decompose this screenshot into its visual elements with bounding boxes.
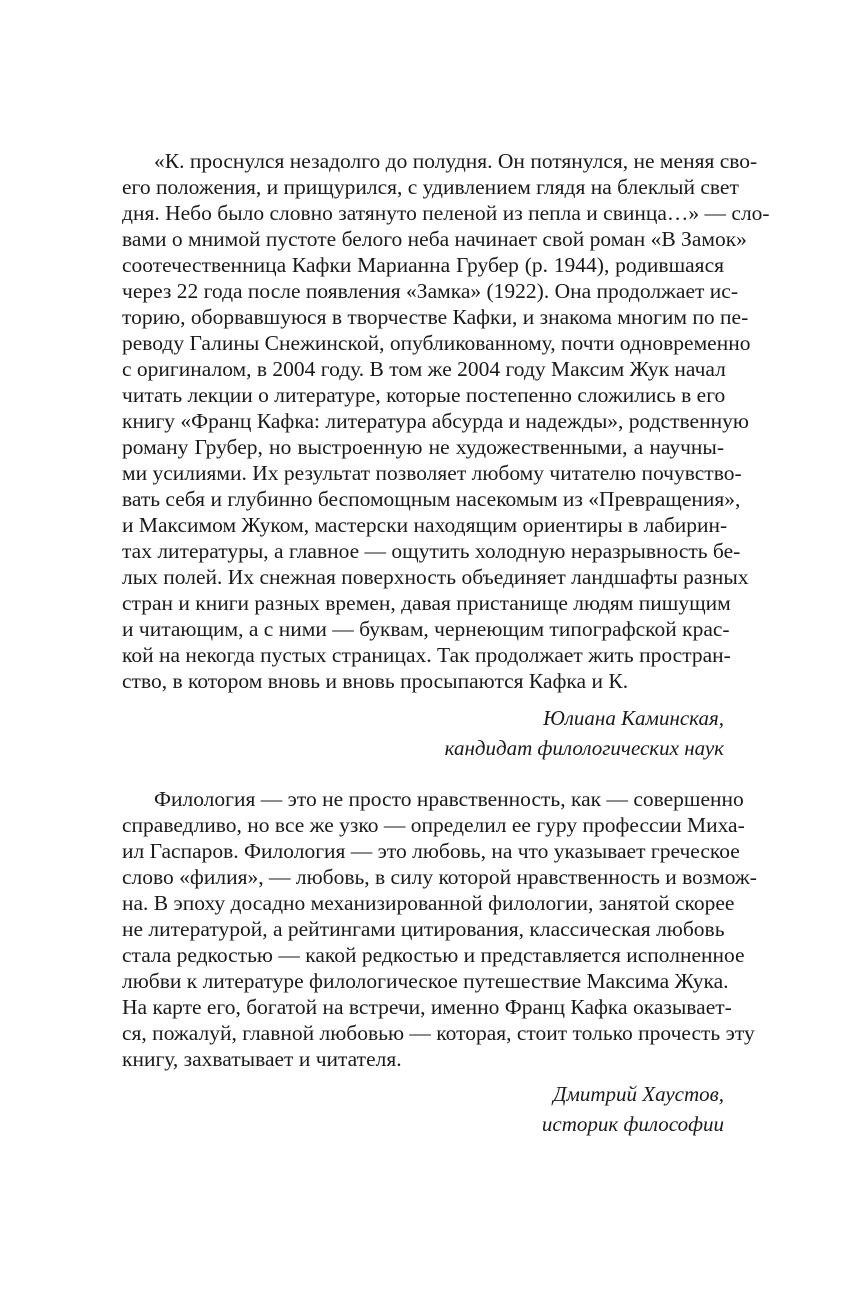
signature-title: кандидат филологических наук — [444, 736, 724, 760]
text-line: слово «филия», — любовь, в силу которой нравственность и возмож- — [122, 865, 757, 889]
text-line: справедливо, но все же узко — определил ее гуру профессии Миха- — [122, 813, 745, 837]
text-line: реводу Галины Снежинской, опубликованному, почти одновременно — [122, 331, 751, 355]
text-line: тах литературы, а главное — ощутить холодную неразрывность бе- — [122, 539, 741, 563]
foreword-paragraph-1 — [122, 148, 770, 694]
signature-name: Дмитрий Хаустов, — [553, 1082, 724, 1106]
text-line: книгу «Франц Кафка: литература абсурда и надежды», родственную — [122, 409, 749, 433]
text-line: лых полей. Их снежная поверхность объединяет ландшафты разных — [122, 565, 749, 589]
text-line: и читающим, а с ними — буквам, чернеющим типографской крас- — [122, 617, 730, 641]
text-line: на. В эпоху досадно механизированной филологии, занятой скорее — [122, 891, 735, 915]
text-line: с оригиналом, в 2004 году. В том же 2004 году Максим Жук начал — [122, 357, 726, 381]
text-line: читать лекции о литературе, которые постепенно сложились в его — [122, 383, 726, 407]
text-line: через 22 года после появления «Замка» (1922). Она продолжает ис- — [122, 279, 738, 303]
text-line: дня. Небо было словно затянуто пеленой из пепла и свинца…» — сло- — [122, 201, 770, 225]
text-line: ся, пожалуй, главной любовью — которая, стоит только прочесть эту — [122, 1021, 755, 1045]
text-line: стран и книги разных времен, давая пристанище людям пишущим — [122, 591, 731, 615]
text-line: стала редкостью — какой редкостью и представляется исполненное — [122, 943, 745, 967]
text-line: роману Грубер, но выстроенную не художественными, а научны- — [122, 435, 724, 459]
signature-1 — [445, 703, 724, 763]
text-line: На карте его, богатой на встречи, именно Франц Кафка оказывает- — [122, 995, 732, 1019]
text-line: книгу, захватывает и читателя. — [122, 1047, 402, 1071]
signature-2 — [542, 1079, 724, 1139]
text-line: не литературой, а рейтингами цитирования, классическая любовь — [122, 917, 725, 941]
text-line: торию, оборвавшуюся в творчестве Кафки, и знакома многим по пе- — [122, 305, 749, 329]
text-line: вами о мнимой пустоте белого неба начинает свой роман «В Замок» — [122, 227, 747, 251]
text-line: Филология — это не просто нравственность, как — совершенно — [154, 787, 744, 811]
text-line: любви к литературе филологическое путешествие Максима Жука. — [122, 969, 729, 993]
text-line: его положения, и прищурился, с удивлением глядя на блеклый свет — [122, 175, 739, 199]
foreword-paragraph-2 — [122, 786, 757, 1072]
text-line: кой на некогда пустых страницах. Так продолжает жить простран- — [122, 643, 731, 667]
text-line: ство, в котором вновь и вновь просыпаются Кафка и К. — [122, 669, 629, 693]
signature-name: Юлиана Каминская, — [543, 706, 724, 730]
text-line: «К. проснулся незадолго до полудня. Он потянулся, не меняя сво- — [154, 149, 758, 173]
text-line: ил Гаспаров. Филология — это любовь, на что указывает греческое — [122, 839, 740, 863]
text-line: соотечественница Кафки Марианна Грубер (р. 1944), родившаяся — [122, 253, 724, 277]
text-line: ми усилиями. Их результат позволяет любому читателю почувство- — [122, 461, 742, 485]
text-line: и Максимом Жуком, мастерски находящим ориентиры в лабирин- — [122, 513, 728, 537]
signature-title: историк философии — [541, 1112, 724, 1136]
text-line: вать себя и глубинно беспомощным насекомым из «Превращения», — [122, 487, 741, 511]
